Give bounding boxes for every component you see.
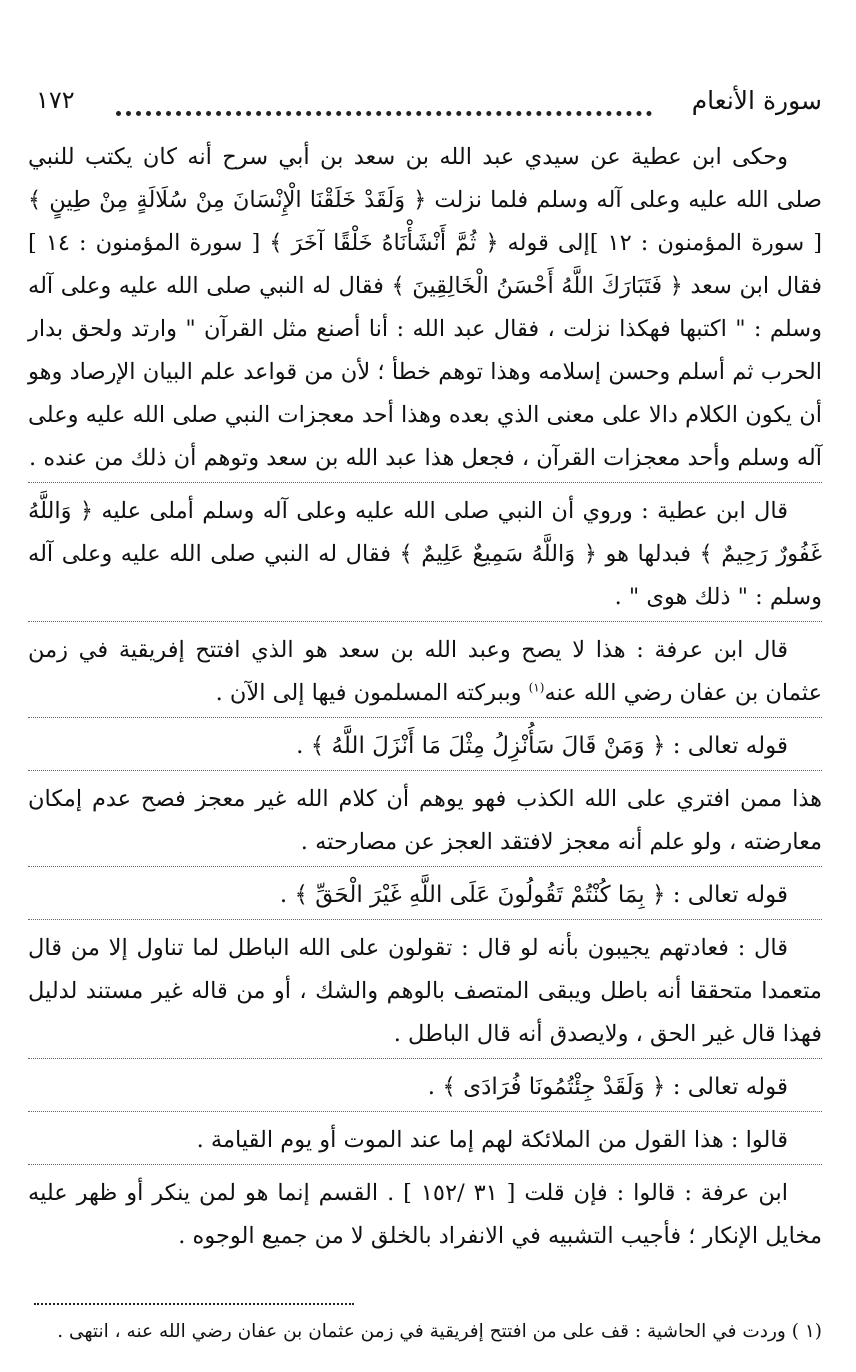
paragraph-3-text: قال ابن عرفة : هذا لا يصح وعبد الله بن سعد هو الذي افتتح إفريقية في زمن عثمان بن عفان رضي الله عنه	[28, 637, 822, 706]
paragraph-5: هذا ممن افتري على الله الكذب فهو يوهم أن كلام الله غير معجز فصح عدم إمكان معارضته ، ولو علم أنه معجز لافتقد العجز عن مصارحته .	[28, 786, 822, 855]
separator	[28, 1058, 822, 1059]
header-dotted-rule	[116, 111, 652, 116]
separator	[28, 770, 822, 771]
paragraph-9: قالوا : هذا القول من الملائكة لهم إما عند الموت أو يوم القيامة .	[196, 1127, 788, 1153]
paragraph-1: وحكى ابن عطية عن سيدي عبد الله بن سعد بن أبي سرح أنه كان يكتب للنبي صلى الله عليه وعلى آله وسلم فلما نزلت ﴿ وَلَقَدْ خَلَقْنَا الْإِنْسَانَ مِنْ سُلَالَةٍ مِنْ طِينٍ ﴾ [ سورة المؤمنون : ١٢ ]إلى قوله ﴿ ثُمَّ أَنْشَأْنَاهُ خَلْقًا آخَرَ ﴾ [ سورة المؤمنون : ١٤ ] فقال ابن سعد ﴿ فَتَبَارَكَ اللَّهُ أَحْسَنُ الْخَالِقِينَ ﴾ فقال له النبي صلى الله عليه وعلى آله وسلم : " اكتبها فهكذا نزلت ، فقال عبد الله : أنا أصنع مثل القرآن " وارتد ولحق بدار الحرب ثم أسلم وحسن إسلامه وهذا توهم خطأ ؛ لأن من قواعد علم البيان الإرصاد وهو أن يكون الكلام دالا على معنى الذي بعده وهذا أحد معجزات النبي صلى الله عليه وعلى آله وسلم وأحد معجزات القرآن ، فجعل هذا عبد الله بن سعد وتوهم أن ذلك من عنده .	[28, 144, 823, 471]
surah-title: سورة الأنعام	[691, 86, 822, 115]
separator	[28, 1164, 822, 1165]
separator	[28, 1111, 822, 1112]
separator	[28, 717, 822, 718]
separator	[28, 919, 822, 920]
footnote-separator	[34, 1303, 354, 1305]
paragraph-10: ابن عرفة : قالوا : فإن قلت [ ٣١ /١٥٢ ] . القسم إنما هو لمن ينكر أو ظهر عليه مخايل الإنكار ؛ فأجيب التشبيه في الانفراد بالخلق لا من جميع الوجوه .	[28, 1180, 822, 1249]
footnote-reference: (١)	[528, 680, 545, 695]
page-header	[36, 86, 822, 126]
separator	[28, 866, 822, 867]
separator	[28, 621, 822, 622]
page-number: ١٧٢	[36, 86, 75, 114]
paragraph-6: قوله تعالى : ﴿ بِمَا كُنْتُمْ تَقُولُونَ عَلَى اللَّهِ غَيْرَ الْحَقِّ ﴾ .	[279, 882, 788, 908]
page-body	[28, 136, 822, 1258]
paragraph-7: قال : فعادتهم يجيبون بأنه لو قال : تقولون على الله الباطل لما تناول إلا من قال متعمدا متحققا أنه باطل ويبقى المتصف بالوهم والشك ، أو من قاله غير مستند لدليل فهذا قال غير الحق ، ولايصدق أنه قال الباطل .	[28, 935, 822, 1047]
footnote: (١ ) وردت في الحاشية : قف على من افتتح إفريقية في زمن عثمان بن عفان رضي الله عنه ، انتهى .	[57, 1321, 822, 1342]
paragraph-4: قوله تعالى : ﴿ وَمَنْ قَالَ سَأُنْزِلُ مِثْلَ مَا أَنْزَلَ اللَّهُ ﴾ .	[296, 733, 788, 759]
paragraph-2: قال ابن عطية : وروي أن النبي صلى الله عليه وعلى آله وسلم أملى عليه ﴿ وَاللَّهُ غَفُورٌ رَحِيمٌ ﴾ فبدلها هو ﴿ وَاللَّهُ سَمِيعٌ عَلِيمٌ ﴾ فقال له النبي صلى الله عليه وعلى آله وسلم : " ذلك هوى " .	[28, 498, 822, 610]
paragraph-3-tail: وببركته المسلمون فيها إلى الآن .	[215, 680, 529, 706]
paragraph-8: قوله تعالى : ﴿ وَلَقَدْ جِئْتُمُونَا فُرَادَى ﴾ .	[427, 1074, 788, 1100]
separator	[28, 482, 822, 483]
paragraph-3	[28, 629, 822, 715]
